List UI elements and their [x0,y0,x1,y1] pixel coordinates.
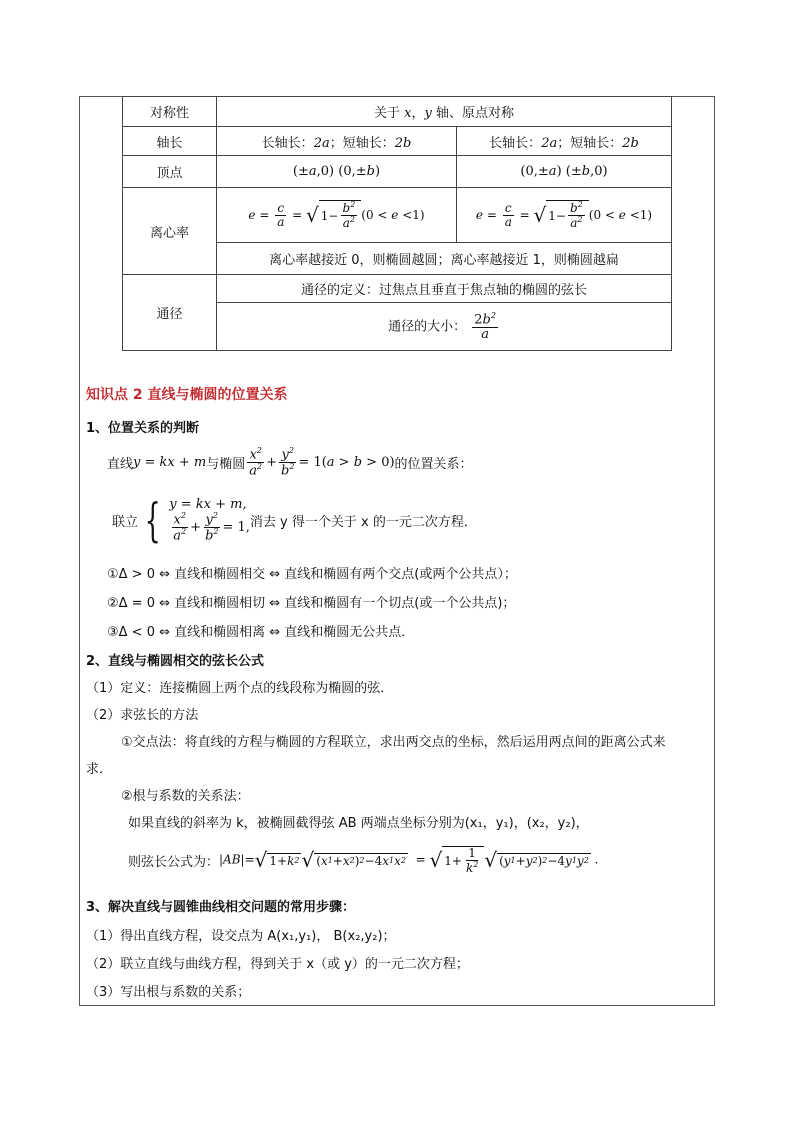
symmetry-value: 关于 x，y 轴、原点对称 [217,97,672,127]
table-row [123,97,672,127]
table-row [123,275,672,303]
row-label-axis: 轴长 [123,127,217,156]
chord-length-formula: |AB|= √ 1+ k 2 √ ( x 1 + x 2 ) 2 −4 x 1 x 2 = √ 1+ $\frac{1}{k^2}$ √ ( y 1 + y 2 ) 2 −4 y 1 y 2 . [219,845,599,875]
s1-intro [107,446,473,478]
s1-combine [112,492,477,548]
axis-right: 长轴长：2a；短轴长：2b [457,127,672,156]
vertex-right: (0,±a) (±b,0) [457,156,672,188]
s2-method1-a: ①交点法：将直线的方程与椭圆的方程联立，求出两交点的坐标，然后运用两点间的距离公式来 [121,735,666,750]
eccentricity-formula-left: e = $\frac{c}{a}$ = √ 1− $\frac{b^2}{a^2}$ (0 < e <1) [217,188,457,243]
latus-rectum-definition: 通径的定义：过焦点且垂直于焦点轴的椭圆的弦长 [217,275,672,303]
combine-tail: 消去 y 得一个关于 x 的一元二次方程． [249,514,477,530]
formula-label: 则弦长公式为： [128,854,220,870]
s3-step-1: （1）得出直线方程，设交点为 A(x₁,y₁)， B(x₂,y₂)； [86,929,396,944]
left-brace-icon: { [144,493,161,547]
s2-method1-b: 求． [86,762,113,777]
vertex-left: (±a,0) (0,±b) [217,156,457,188]
table-row [123,127,672,156]
s3-title: 3、解决直线与圆锥曲线相交问题的常用步骤： [86,900,356,915]
s2-method2-title: ②根与系数的关系法： [121,789,250,804]
section-title: 知识点 2 直线与椭圆的位置关系 [86,387,288,403]
case-tangent: ②Δ = 0 ⇔ 直线和椭圆相切 ⇔ 直线和椭圆有一个切点(或一个公共点)； [107,596,516,611]
latus-size-formula: $\frac{2b^2}{a}$ [474,310,496,342]
row-label-latus-rectum: 通径 [123,275,217,351]
row-label-symmetry: 对称性 [123,97,217,127]
s1-title: 1、位置关系的判断 [86,421,200,436]
s2-definition: （1）定义：连接椭圆上两个点的线段称为椭圆的弦． [86,681,394,696]
s2-method-title: （2）求弦长的方法 [86,708,199,723]
combine-label: 联立 [112,514,139,530]
s3-step-2: （2）联立直线与曲线方程，得到关于 x（或 y）的一元二次方程； [86,957,469,972]
table-row [123,188,672,243]
ellipse-properties-table [122,96,672,351]
case-separate: ③Δ < 0 ⇔ 直线和椭圆相离 ⇔ 直线和椭圆无公共点． [107,625,415,640]
ellipse-equation: $\frac{x^2}{a^2}$ + $\frac{y^2}{b^2}$ = 1(a > b > 0) [249,445,395,478]
equation-system: { y = kx + m, $\frac{x^2}{a^2}$ + $\frac{y^2}{b^2}$ = 1, [144,493,250,547]
case-intersect: ①Δ > 0 ⇔ 直线和椭圆相交 ⇔ 直线和椭圆有两个交点(或两个公共点）； [107,567,517,582]
line-equation: y = kx + m [133,454,207,470]
table-row [123,156,672,188]
s1-intro-b: 与椭圆 [206,456,246,472]
eccentricity-note: 离心率越接近 0，则椭圆越圆；离心率越接近 1，则椭圆越扁 [217,243,672,275]
eccentricity-formula-right: e = $\frac{c}{a}$ = √ 1− $\frac{b^2}{a^2}$ (0 < e <1) [457,188,672,243]
chord-length-formula-row [128,842,598,878]
s1-intro-a: 直线 [107,456,134,472]
s2-method2-text: 如果直线的斜率为 k，被椭圆截得弦 AB 两端点坐标分别为(x₁，y₁)，(x₂，y₂)， [128,816,589,831]
latus-size-label: 通径的大小： [388,318,467,334]
row-label-eccentricity: 离心率 [123,188,217,275]
s3-step-3: （3）写出根与系数的关系； [86,985,251,1000]
axis-left: 长轴长：2a；短轴长：2b [217,127,457,156]
latus-rectum-size [217,303,672,351]
s2-title: 2、直线与椭圆相交的弦长公式 [86,654,265,669]
row-label-vertex: 顶点 [123,156,217,188]
s1-intro-c: 的位置关系： [394,456,473,472]
